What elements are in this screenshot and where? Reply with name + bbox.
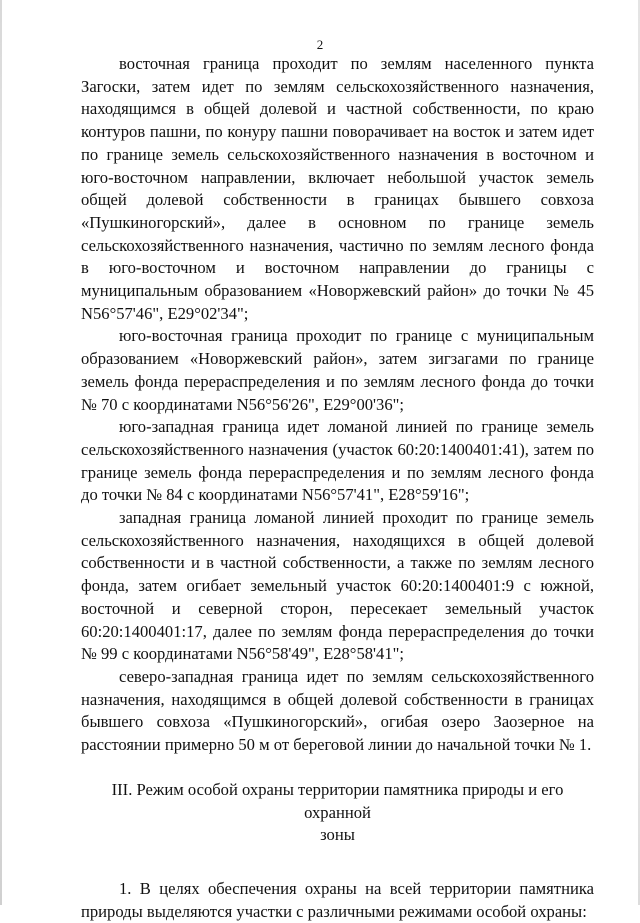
paragraph-southeast-border: юго-восточная граница проходит по границе с муниципальным образованием «Новоржевский район», затем зигзагами по границе земель фонда перераспределения и по землям лесного фонда до точки № 70 с координатами N56°56'26", E29°00'36"; — [81, 326, 594, 414]
paragraph-west-border: западная граница ломаной линией проходит по границе земель сельскохозяйственного назначения, находящихся в общей долевой собственности и в частной собственности, а также по землям лесного фонда, затем огибает земельный участок 60:20:1400401:9 с южной, восточной и северной сторон, пересекает земельный участок 60:20:1400401:17, далее по землям фонда перераспределения до точки № 99 с координатами N56°58'49", E28°58'41"; — [81, 508, 594, 664]
page-number: 2 — [316, 37, 324, 52]
scan-edge-left — [0, 0, 2, 905]
paragraph-southwest-border: юго-западная граница идет ломаной линией по границе земель сельскохозяйственного назначения (участок 60:20:1400401:41), затем по границе земель фонда перераспределения и по землям лесного фонда до точки № 84 с координатами N56°57'41", E28°59'16"; — [81, 417, 594, 505]
paragraph-east-border: восточная граница проходит по землям населенного пункта Загоски, затем идет по землям сельскохозяйственного назначения, находящимся в общей долевой и частной собственности, по краю контуров пашни, по конуру пашни поворачивает на восток и затем идет по границе земель сельскохозяйственного назначения в восточном и юго-восточном направлении, включает небольшой участок земель общей долевой собственности в границах бывшего совхоза «Пушкиногорский», далее в основном по границе земель сельскохозяйственного назначения, частично по землям лесного фонда в юго-восточном и восточном направлении до границы с муниципальным образованием «Новоржевский район» до точки № 45 N56°57'46", E29°02'34"; — [81, 54, 594, 323]
document-body — [81, 53, 594, 923]
paragraph-northwest-border: северо-западная граница идет по землям сельскохозяйственного назначения, находящимся в общей долевой собственности в границах бывшего совхоза «Пушкиногорский», огибая озеро Заозерное на расстоянии примерно 50 м от береговой линии до начальной точки № 1. — [81, 666, 594, 755]
section-heading-line1: III. Режим особой охраны территории памятника природы и его охранной — [111, 779, 564, 822]
section-heading — [81, 779, 594, 847]
section-paragraph-1: 1. В целях обеспечения охраны на всей территории памятника природы выделяются участки с различными режимами особой охраны: — [81, 878, 594, 921]
section-heading-line2: зоны — [320, 825, 355, 845]
